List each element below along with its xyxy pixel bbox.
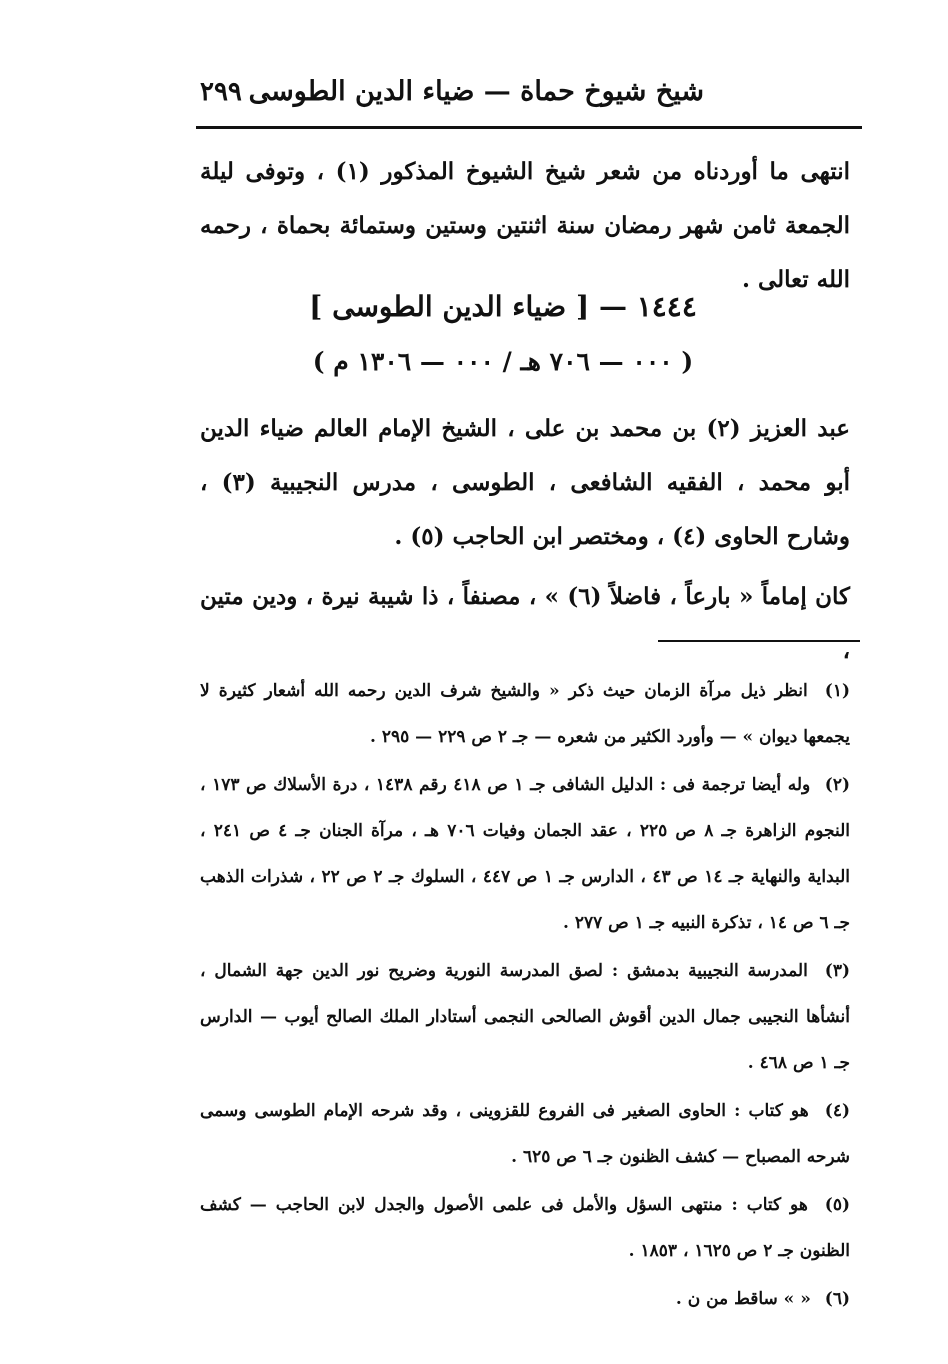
footnotes [200, 668, 850, 1322]
entry-title: ١٤٤٤ — [ ضياء الدين الطوسى ] [309, 290, 697, 323]
running-head [200, 76, 704, 107]
footnote-number: (٢) [824, 775, 851, 795]
praise-paragraph: كان إماماً « بارعاً ، فاضلاً (٦) » ، مصنفاً ، ذا شيبة نيرة ، ودين متين ، [200, 583, 850, 664]
footnote-6 [200, 1276, 850, 1322]
footnote-number: (٥) [824, 1195, 850, 1215]
footnote-number: (٣) [824, 961, 850, 981]
footnote-number: (٦) [824, 1289, 850, 1309]
header-rule [196, 126, 862, 129]
footnote-text: المدرسة النجيبية بدمشق : لصق المدرسة النورية وضريح نور الدين جهة الشمال ، أنشأها النجيبى جمال الدين أقوش الصالحى النجمى أستادار الملك الصالح أيوب — الدارس جـ ١ ص ٤٦٨ . [200, 961, 850, 1073]
footnote-number: (١) [824, 681, 850, 701]
footnote-3 [200, 948, 850, 1086]
bio-paragraph: عبد العزيز (٢) بن محمد بن على ، الشيخ الإمام العالم ضياء الدين أبو محمد ، الفقيه الشافعى ، الطوسى ، مدرس النجيبية (٣) ، وشارح الحاوى (٤) ، ومختصر ابن الحاجب (٥) . [200, 415, 850, 550]
footnote-1 [200, 668, 850, 760]
footnote-text: انظر ذيل مرآة الزمان حيث ذكر « والشيخ شرف الدين رحمه الله أشعار كثيرة لا يجمعها ديوان » — وأورد الكثير من شعره — جـ ٢ ص ٢٢٩ — ٢٩٥ . [200, 681, 850, 747]
footnote-text: هو كتاب : الحاوى الصغير فى الفروع للقزوينى ، وقد شرحه الإمام الطوسى وسمى شرحه المصباح — كشف الظنون جـ ٦ ص ٦٢٥ . [200, 1101, 850, 1167]
page-number: ٢٩٩ [200, 77, 242, 107]
footnote-5 [200, 1182, 850, 1274]
footnote-rule [658, 640, 860, 642]
footnote-text: وله أيضا ترجمة فى : الدليل الشافى جـ ١ ص ٤١٨ رقم ١٤٣٨ ، درة الأسلاك ص ١٧٣ ، النجوم الزاهرة جـ ٨ ص ٢٢٥ ، عقد الجمان وفيات ٧٠٦ هـ ، مرآة الجنان جـ ٤ ص ٢٤١ ، البداية والنهاية جـ ١٤ ص ٤٣ ، الدارس جـ ١ ص ٤٤٧ ، السلوك جـ ٢ ص ٢٢ ، شذرات الذهب جـ ٦ ص ١٤ ، تذكرة النبيه جـ ١ ص ٢٧٧ . [200, 775, 851, 933]
footnote-text: « » ساقط من ن . [675, 1289, 811, 1309]
footnote-number: (٤) [824, 1101, 851, 1121]
footnote-2 [200, 762, 850, 946]
running-title: شيخ شيوخ حماة — ضياء الدين الطوسى [248, 76, 704, 107]
footnote-text: هو كتاب : منتهى السؤل والأمل فى علمى الأصول والجدل لابن الحاجب — كشف الظنون جـ ٢ ص ١٦٢٥ ، ١٨٥٣ . [200, 1195, 850, 1261]
intro-paragraph: انتهى ما أوردناه من شعر شيخ الشيوخ المذكور (١) ، وتوفى ليلة الجمعة ثامن شهر رمضان سنة اثنتين وستين وستمائة بحماة ، رحمه الله تعالى . [200, 158, 850, 293]
entry-dates: ( ٠٠٠ — ٧٠٦ هـ / ٠٠٠ — ١٣٠٦ م ) [312, 347, 694, 376]
footnote-4 [200, 1088, 850, 1180]
